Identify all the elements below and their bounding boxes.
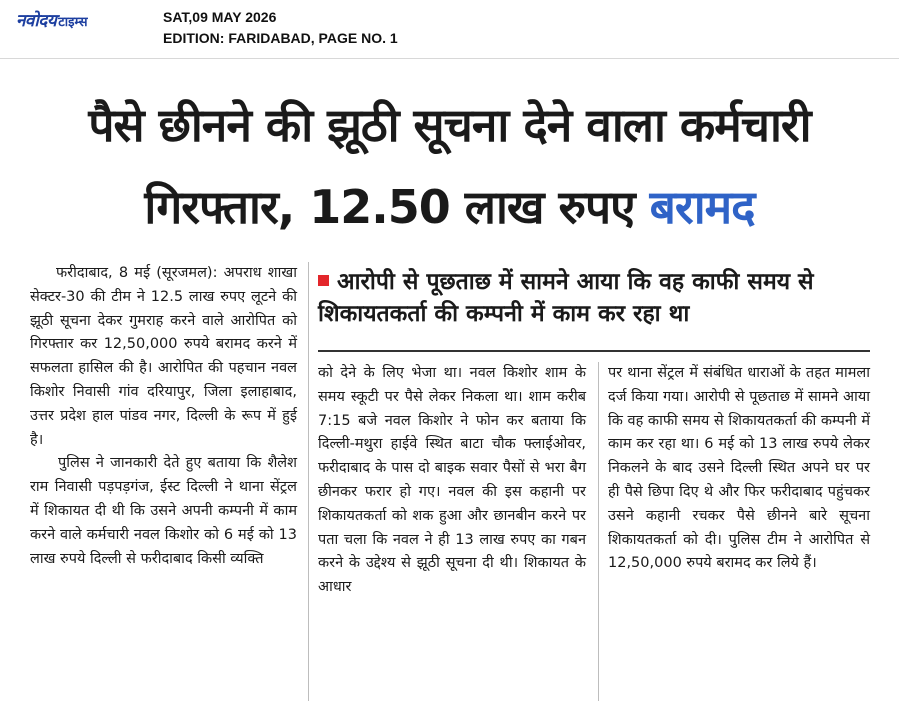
subheadline-text: आरोपी से पूछताछ में सामने आया कि वह काफी समय से शिकायतकर्ता की कम्पनी में काम कर रहा था [318, 269, 814, 327]
headline-highlight-word: बरामद [649, 180, 755, 234]
edition-info: EDITION: FARIDABAD, PAGE NO. 1 [163, 30, 398, 46]
article-column-2 [318, 362, 586, 600]
headline-line-2-text: गिरफ्तार, 12.50 लाख रुपए [144, 180, 650, 234]
newspaper-logo [16, 8, 88, 30]
article-paragraph: फरीदाबाद, 8 मई (सूरजमल): अपराध शाखा सेक्टर-30 की टीम ने 12.5 लाख रुपए लूटने की झूठी सूचना देकर गुमराह करने वाले आरोपित को गिरफ्तार कर 12,50,000 रुपये बरामद करने में सफलता हासिल की है। आरोपित की पहचान नवल किशोर निवासी गांव दरियापुर, जिला इलाहाबाद, उत्तर प्रदेश हाल पांडव नगर, दिल्ली के रूप में हुई है। [30, 265, 297, 448]
subheadline [318, 266, 870, 330]
subheadline-rule [318, 350, 870, 352]
red-square-bullet-icon [318, 275, 329, 286]
article-column-1 [30, 262, 297, 571]
edition-date: SAT,09 MAY 2026 [163, 9, 277, 25]
column-divider [598, 362, 599, 701]
logo-main-text: नवोदय [16, 11, 57, 31]
article-column-3 [608, 362, 870, 576]
logo-sub-text: टाइम्स [58, 15, 88, 30]
article-paragraph: पुलिस ने जानकारी देते हुए बताया कि शैलेश राम निवासी पड़पड़गंज, ईस्ट दिल्ली ने थाना सेंट्रल में शिकायत दी थी कि उसने अपनी कम्पनी में काम करने वाले कर्मचारी नवल किशोर को 6 मई को 13 लाख रुपये दिल्ली से फरीदाबाद किसी व्यक्ति [30, 455, 297, 567]
column-divider [308, 262, 309, 701]
headline-line-2 [0, 178, 899, 236]
article-paragraph: पर थाना सेंट्रल में संबंधित धाराओं के तहत मामला दर्ज किया गया। आरोपी से पूछताछ में सामने आया कि वह काफी समय से शिकायतकर्ता की कम्पनी में काम कर रहा था। 6 मई को 13 लाख रुपये लेकर निकलने के बाद उसने दिल्ली स्थित अपने घर पर ही पैसे छिपा दिए थे और फिर फरीदाबाद पहुंचकर उसने कहानी रचकर पैसे छीनने बारे सूचना शिकायतकर्ता को दी। पुलिस टीम ने आरोपित से 12,50,000 रुपये बरामद कर लिये हैं। [608, 365, 870, 572]
headline-line-1: पैसे छीनने की झूठी सूचना देने वाला कर्मचारी [88, 98, 811, 152]
masthead-bar [0, 0, 899, 59]
article-paragraph: को देने के लिए भेजा था। नवल किशोर शाम के समय स्कूटी पर पैसे लेकर निकला था। शाम करीब 7:15 बजे नवल किशोर ने फोन कर बताया कि दिल्ली-मथुरा हाईवे स्थित बाटा चौक फ्लाईओवर, फरीदाबाद के पास दो बाइक सवार पैसों से भरा बैग छीनकर फरार हो गए। नवल की इस कहानी पर शिकायतकर्ता को शक हुआ और छानबीन करने पर पता चला कि नवल ने ही 13 लाख रुपए का गबन करने के उद्देश्य से झूठी सूचना दी थी। शिकायत के आधार [318, 365, 586, 596]
